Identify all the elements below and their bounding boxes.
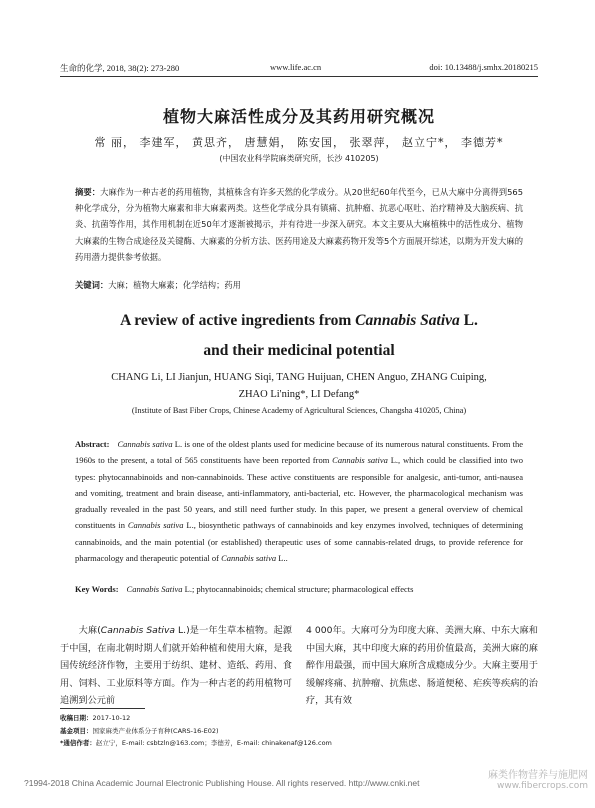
chinese-authors: 常 丽， 李建军， 黄思齐， 唐慧娟， 陈安国， 张翠萍， 赵立宁*， 李德芳* [94,136,504,149]
english-authors-line2: ZHAO Li'ning*, LI Defang* [238,389,360,400]
english-title-part: L. [459,312,478,329]
english-abstract [75,436,523,566]
chinese-title: 植物大麻活性成分及其药用研究概况 [162,107,435,126]
english-keywords [75,584,523,594]
body-column-left [60,622,292,710]
doi-link[interactable]: doi: 10.13488/j.smhx.20180215 [429,62,538,72]
english-authors-line1: CHANG Li, LI Jianjun, HUANG Siqi, TANG Huijuan, CHEN Anguo, ZHANG Cuiping, [111,372,487,383]
watermark-line2: www.fibercrops.com [497,781,588,791]
chinese-keywords-label: 关键词： [75,280,109,290]
species-name: Cannabis sativa [127,520,184,531]
chinese-abstract [75,184,523,265]
journal-citation: 生命的化学, 2018, 38(2): 273-280 [60,63,180,73]
body-column-right: 4 000年。大麻可分为印度大麻、美洲大麻、中东大麻和中国大麻，其中印度大麻的药用价值最高，美洲大麻的麻醉作用最强，而中国大麻所含成瘾成分少。大麻主要用于缓解疼痛、抗肿瘤、抗焦虑、肠道便秘、疟疾等疾病的治疗，其有效 [306,625,538,706]
abstract-text: L. is one of the oldest plants used for medicine because of its numerous natural constituents. From the 1960s to the present, a total of 565 constituents have been reported from [75,439,523,466]
english-affiliation: (Institute of Bast Fiber Crops, Chinese Academy of Agricultural Sciences, Changsha 410205, China) [131,406,467,415]
header-divider [60,76,538,77]
english-title-part: A review of active ingredients from [120,312,356,329]
watermark-line1: 麻类作物营养与施肥网 [488,770,588,781]
footnote-received [60,712,538,725]
running-header [60,62,538,76]
body-text: 大麻( [78,625,101,636]
body-text: L.)是一年生草本植物。起源于中国，在南北朝时期人们就开始种植和使用大麻，是我国传统经济作物，主要用于纺织、建材、造纸、药用、食用、饲料、工业原料等方面。作为一种古老的药用植物可追溯到公元前 [60,625,292,706]
english-keywords-label: Key Words: [75,584,119,594]
footnote-label: 基金项目： [60,726,93,735]
footnotes [60,712,538,750]
journal-website-link[interactable]: www.life.ac.cn [270,62,322,72]
abstract-text: L.. [276,553,288,564]
footnote-label: *通信作者： [60,739,96,747]
english-title-line1 [60,312,538,330]
species-name: Cannabis Sativa [100,625,176,636]
footnote-text: 赵立宁，E-mail: csbtzln@163.com；李德芳，E-mail: chinakenaf@126.com [95,739,332,747]
species-name: Cannabis sativa [221,553,277,564]
footnote-label: 收稿日期： [60,714,93,722]
species-name: Cannabis sativa [117,439,173,449]
english-abstract-label: Abstract: [75,439,110,449]
copyright-notice: ?1994-2018 China Academic Journal Electronic Publishing House. All rights reserved. http://www.cnki.net [24,778,420,788]
english-title-species: Cannabis Sativa [355,312,460,329]
chinese-abstract-text: 大麻作为一种古老的药用植物，其植株含有许多天然的化学成分。从20世纪60年代至今，已从大麻中分离得到565种化学成分，分为植物大麻素和非大麻素两类。这些化学成分具有镇痛、抗肿瘤、抗恶心呕吐、治疗精神及大脑疾病、抗炎、抗菌等作用，其作用机制在近50年才逐渐被揭示，并有待进一步深入研究。本文主要从大麻植株中的活性成分、植物大麻素的生物合成途径及关键酶、大麻素的分析方法、医药用途及大麻素药物开发等5个方面展开综述，以期为开发大麻的药用潜力提供参考依据。 [75,187,523,262]
footnote-corresponding [60,737,538,750]
chinese-keywords-text: 大麻；植物大麻素；化学结构；药用 [108,280,241,290]
footnote-funding [60,725,538,738]
keywords-text: L.; phytocannabinoids; chemical structure; pharmacological effects [182,584,414,594]
chinese-affiliation: (中国农业科学院麻类研究所，长沙 410205) [219,154,379,163]
abstract-text: L., biosynthetic pathways of cannabinoids and key enzymes involved, techniques of determining cannabinoids, and the main potential (or established) therapeutic uses of some cannabis-related drugs, to provide reference for pharmacology and therapeutic potential of [75,520,523,564]
species-name: Cannabis sativa [332,455,388,466]
abstract-text: L., which could be classified into two types: phytocannabinoids and non-cannabinoids. These active constituents are responsible for analgesic, anti-tumor, anti-nausea and vomiting, treatment and brain disease, anti-inflammatory, anti-bacterial, etc. However, the pharmacological mechanism was gradually revealed in the past 50 years, and still need further study. In this paper, we present a general overview of chemical constituents in [75,455,523,531]
footnote-text: 国家麻类产业体系分子育种(CARS-16-E02) [92,726,219,735]
chinese-keywords [75,279,523,291]
english-title-line2: and their medicinal potential [203,342,395,359]
watermark [470,770,588,792]
footnote-text: 2017-10-12 [92,714,131,722]
species-name: Cannabis Sativa [126,584,183,594]
chinese-abstract-label: 摘要： [75,187,101,197]
footnote-divider [60,708,145,709]
